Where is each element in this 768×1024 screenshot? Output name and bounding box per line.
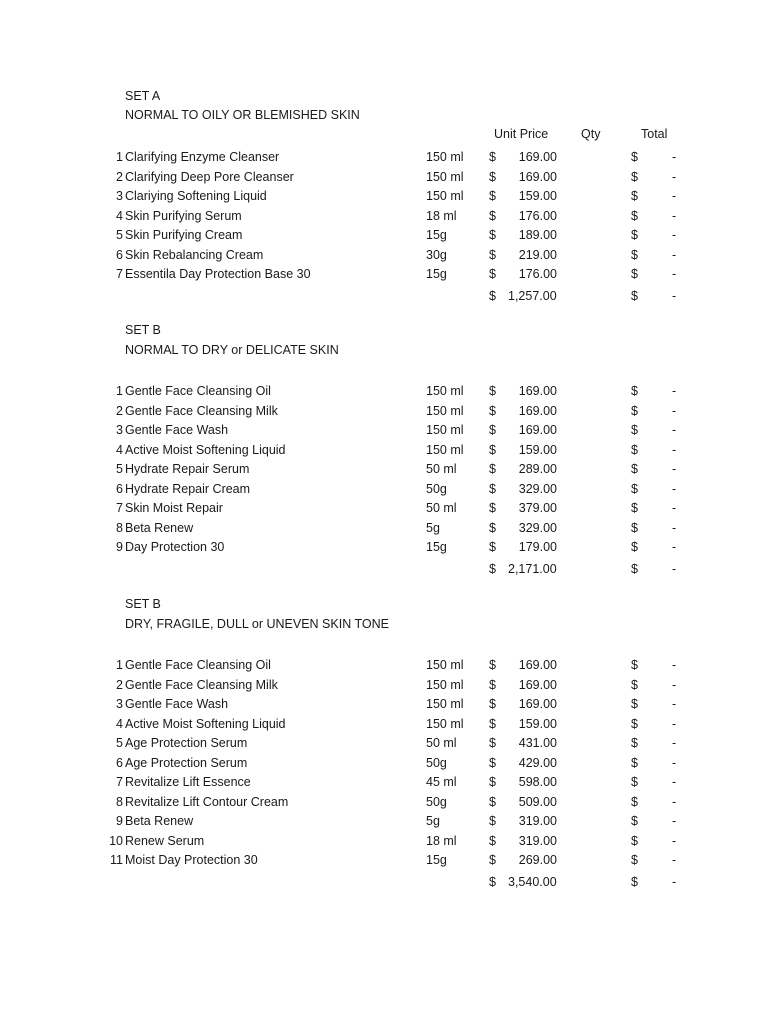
unit-price-currency: $: [489, 794, 496, 809]
product-size: 150 ml: [426, 403, 464, 418]
product-size: 15g: [426, 853, 447, 867]
product-size: 18 ml: [426, 208, 457, 223]
product-name: Hydrate Repair Cream: [125, 481, 251, 496]
product-row: [0, 714, 768, 734]
line-total: -: [672, 658, 677, 672]
item-number: 2: [116, 403, 123, 418]
product-row: [0, 850, 768, 870]
set-title: SET B: [125, 323, 161, 337]
product-row: [0, 381, 768, 401]
product-size: 150 ml: [426, 442, 464, 457]
item-number: 3: [116, 189, 123, 203]
item-number: 6: [116, 247, 123, 262]
line-total: -: [672, 267, 677, 281]
total-currency: $: [631, 267, 638, 281]
product-size: 150 ml: [426, 384, 464, 398]
unit-price-currency: $: [489, 697, 496, 711]
line-total: -: [672, 697, 677, 711]
total-currency: $: [631, 794, 638, 809]
unit-price-currency: $: [489, 247, 496, 262]
total-currency: $: [631, 658, 638, 672]
product-size: 18 ml: [426, 833, 457, 848]
total-currency: $: [631, 736, 638, 750]
header-total: Total: [641, 127, 668, 141]
item-number: 1: [116, 384, 123, 398]
set-total-currency: $: [489, 562, 496, 576]
set-title: SET A: [125, 89, 161, 103]
total-currency: $: [631, 423, 638, 437]
product-row: [0, 655, 768, 675]
set-subtitle: NORMAL TO OILY OR BLEMISHED SKIN: [125, 108, 360, 122]
item-number: 2: [116, 169, 123, 184]
line-total: -: [672, 247, 677, 262]
unit-price-currency: $: [489, 228, 496, 242]
item-number: 7: [116, 775, 123, 789]
total-currency: $: [631, 520, 638, 535]
set-total-currency: $: [489, 875, 496, 889]
item-number: 4: [116, 716, 123, 731]
unit-price-currency: $: [489, 658, 496, 672]
set-total-row: [0, 286, 768, 306]
product-row: [0, 459, 768, 479]
product-size: 5g: [426, 520, 440, 535]
total-currency: $: [631, 208, 638, 223]
unit-price: 429.00: [518, 755, 557, 770]
item-number: 10: [109, 833, 123, 848]
product-size: 150 ml: [426, 697, 464, 711]
item-number: 11: [110, 853, 123, 867]
item-number: 7: [116, 501, 123, 515]
total-currency: $: [631, 540, 638, 554]
grand-total: -: [672, 875, 677, 889]
unit-price-currency: $: [489, 677, 496, 692]
product-name: Active Moist Softening Liquid: [125, 442, 286, 457]
product-name: Skin Purifying Serum: [125, 208, 242, 223]
product-row: [0, 733, 768, 753]
unit-price-currency: $: [489, 540, 496, 554]
product-name: Gentle Face Wash: [125, 423, 229, 437]
product-name: Gentle Face Cleansing Oil: [125, 384, 271, 398]
product-name: Age Protection Serum: [125, 755, 248, 770]
product-name: Beta Renew: [125, 520, 194, 535]
product-row: [0, 245, 768, 265]
line-total: -: [672, 814, 677, 828]
unit-price-currency: $: [489, 755, 496, 770]
line-total: -: [672, 736, 677, 750]
product-name: Revitalize Lift Contour Cream: [125, 794, 289, 809]
unit-price-currency: $: [489, 208, 496, 223]
set-total-price: 3,540.00: [508, 875, 557, 889]
product-row: [0, 420, 768, 440]
unit-price: 159.00: [518, 716, 557, 731]
item-number: 6: [116, 755, 123, 770]
unit-price: 159.00: [518, 442, 557, 457]
product-name: Beta Renew: [125, 814, 194, 828]
line-total: -: [672, 442, 677, 457]
line-total: -: [672, 501, 677, 515]
item-number: 6: [116, 481, 123, 496]
total-currency: $: [631, 442, 638, 457]
item-number: 7: [116, 267, 123, 281]
product-row: [0, 537, 768, 557]
product-size: 15g: [426, 540, 447, 554]
item-number: 3: [116, 697, 123, 711]
total-currency: $: [631, 462, 638, 476]
product-name: Clarifying Deep Pore Cleanser: [125, 169, 294, 184]
item-number: 9: [116, 540, 123, 554]
product-name: Skin Purifying Cream: [125, 228, 243, 242]
unit-price: 169.00: [518, 423, 557, 437]
grand-total-currency: $: [631, 562, 638, 576]
total-currency: $: [631, 150, 638, 164]
product-row: [0, 772, 768, 792]
product-row: [0, 518, 768, 538]
line-total: -: [672, 150, 677, 164]
product-name: Skin Moist Repair: [125, 501, 223, 515]
unit-price-currency: $: [489, 403, 496, 418]
line-total: -: [672, 540, 677, 554]
unit-price-currency: $: [489, 775, 496, 789]
unit-price: 189.00: [518, 228, 557, 242]
set-total-row: [0, 872, 768, 892]
product-name: Gentle Face Cleansing Oil: [125, 658, 271, 672]
product-size: 150 ml: [426, 658, 464, 672]
header-unit-price: Unit Price: [494, 127, 549, 141]
unit-price: 269.00: [518, 853, 557, 867]
unit-price-currency: $: [489, 853, 496, 867]
product-size: 50g: [426, 755, 447, 770]
product-name: Day Protection 30: [125, 540, 225, 554]
product-size: 150 ml: [426, 150, 464, 164]
item-number: 4: [116, 442, 123, 457]
product-size: 150 ml: [426, 169, 464, 184]
item-number: 1: [116, 150, 123, 164]
product-name: Skin Rebalancing Cream: [125, 247, 264, 262]
total-currency: $: [631, 677, 638, 692]
product-row: [0, 675, 768, 695]
product-size: 15g: [426, 267, 447, 281]
item-number: 5: [116, 228, 123, 242]
line-total: -: [672, 833, 677, 848]
product-row: [0, 498, 768, 518]
unit-price: 329.00: [518, 520, 557, 535]
total-currency: $: [631, 755, 638, 770]
unit-price-currency: $: [489, 150, 496, 164]
product-name: Gentle Face Wash: [125, 697, 229, 711]
line-total: -: [672, 481, 677, 496]
total-currency: $: [631, 501, 638, 515]
line-total: -: [672, 462, 677, 476]
column-headers: [0, 127, 768, 147]
unit-price: 169.00: [518, 150, 557, 164]
unit-price: 319.00: [518, 833, 557, 848]
line-total: -: [672, 169, 677, 184]
item-number: 8: [116, 794, 123, 809]
unit-price-currency: $: [489, 736, 496, 750]
product-name: Hydrate Repair Serum: [125, 462, 250, 476]
product-name: Age Protection Serum: [125, 736, 248, 750]
product-row: [0, 264, 768, 284]
grand-total: -: [672, 562, 677, 576]
item-number: 1: [116, 658, 123, 672]
unit-price: 169.00: [518, 403, 557, 418]
grand-total-currency: $: [631, 875, 638, 889]
product-name: Revitalize Lift Essence: [125, 775, 251, 789]
product-size: 150 ml: [426, 423, 464, 437]
line-total: -: [672, 853, 677, 867]
product-row: [0, 753, 768, 773]
product-name: Gentle Face Cleansing Milk: [125, 403, 278, 418]
line-total: -: [672, 520, 677, 535]
product-row: [0, 206, 768, 226]
set-subtitle: DRY, FRAGILE, DULL or UNEVEN SKIN TONE: [125, 617, 389, 631]
item-number: 4: [116, 208, 123, 223]
set-total-price: 1,257.00: [508, 289, 557, 303]
item-number: 9: [116, 814, 123, 828]
product-row: [0, 440, 768, 460]
set-total-price: 2,171.00: [508, 562, 557, 576]
line-total: -: [672, 677, 677, 692]
unit-price-currency: $: [489, 814, 496, 828]
set-total-currency: $: [489, 289, 496, 303]
product-row: [0, 167, 768, 187]
item-number: 3: [116, 423, 123, 437]
unit-price: 169.00: [518, 677, 557, 692]
product-row: [0, 694, 768, 714]
unit-price: 169.00: [518, 658, 557, 672]
line-total: -: [672, 189, 677, 203]
line-total: -: [672, 403, 677, 418]
unit-price: 179.00: [518, 540, 557, 554]
unit-price: 289.00: [518, 462, 557, 476]
total-currency: $: [631, 189, 638, 203]
unit-price-currency: $: [489, 169, 496, 184]
product-row: [0, 811, 768, 831]
unit-price: 598.00: [518, 775, 557, 789]
product-size: 150 ml: [426, 677, 464, 692]
product-row: [0, 479, 768, 499]
line-total: -: [672, 384, 677, 398]
total-currency: $: [631, 403, 638, 418]
line-total: -: [672, 208, 677, 223]
product-size: 50g: [426, 794, 447, 809]
total-currency: $: [631, 384, 638, 398]
line-total: -: [672, 716, 677, 731]
product-name: Clariying Softening Liquid: [125, 189, 267, 203]
item-number: 5: [116, 462, 123, 476]
product-size: 50 ml: [426, 736, 457, 750]
product-size: 45 ml: [426, 775, 457, 789]
unit-price: 169.00: [518, 169, 557, 184]
product-size: 150 ml: [426, 189, 464, 203]
product-row: [0, 147, 768, 167]
total-currency: $: [631, 697, 638, 711]
line-total: -: [672, 423, 677, 437]
unit-price: 431.00: [518, 736, 557, 750]
unit-price: 159.00: [518, 189, 557, 203]
product-name: Essentila Day Protection Base 30: [125, 267, 311, 281]
product-size: 50 ml: [426, 501, 457, 515]
product-row: [0, 225, 768, 245]
unit-price-currency: $: [489, 423, 496, 437]
unit-price: 509.00: [518, 794, 557, 809]
unit-price-currency: $: [489, 189, 496, 203]
unit-price-currency: $: [489, 462, 496, 476]
product-size: 30g: [426, 247, 447, 262]
total-currency: $: [631, 169, 638, 184]
line-total: -: [672, 755, 677, 770]
unit-price: 319.00: [518, 814, 557, 828]
total-currency: $: [631, 853, 638, 867]
unit-price-currency: $: [489, 384, 496, 398]
item-number: 5: [116, 736, 123, 750]
product-size: 15g: [426, 228, 447, 242]
grand-total-currency: $: [631, 289, 638, 303]
product-name: Gentle Face Cleansing Milk: [125, 677, 278, 692]
set-total-row: [0, 559, 768, 579]
total-currency: $: [631, 716, 638, 731]
unit-price-currency: $: [489, 501, 496, 515]
product-name: Active Moist Softening Liquid: [125, 716, 286, 731]
unit-price-currency: $: [489, 481, 496, 496]
line-total: -: [672, 228, 677, 242]
product-size: 50g: [426, 481, 447, 496]
unit-price: 176.00: [518, 208, 557, 223]
product-size: 50 ml: [426, 462, 457, 476]
unit-price-currency: $: [489, 442, 496, 457]
unit-price-currency: $: [489, 267, 496, 281]
product-name: Clarifying Enzyme Cleanser: [125, 150, 280, 164]
unit-price: 169.00: [518, 384, 557, 398]
unit-price-currency: $: [489, 833, 496, 848]
unit-price-currency: $: [489, 716, 496, 731]
total-currency: $: [631, 833, 638, 848]
product-size: 5g: [426, 814, 440, 828]
product-row: [0, 186, 768, 206]
set-title: SET B: [125, 597, 161, 611]
total-currency: $: [631, 481, 638, 496]
unit-price: 219.00: [518, 247, 557, 262]
product-row: [0, 792, 768, 812]
set-subtitle: NORMAL TO DRY or DELICATE SKIN: [125, 343, 339, 357]
product-name: Renew Serum: [125, 833, 205, 848]
grand-total: -: [672, 289, 677, 303]
unit-price: 329.00: [518, 481, 557, 496]
item-number: 2: [116, 677, 123, 692]
unit-price: 379.00: [518, 501, 557, 515]
total-currency: $: [631, 247, 638, 262]
unit-price: 176.00: [518, 267, 557, 281]
product-size: 150 ml: [426, 716, 464, 731]
item-number: 8: [116, 520, 123, 535]
header-qty: Qty: [581, 127, 601, 141]
product-row: [0, 401, 768, 421]
unit-price: 169.00: [518, 697, 557, 711]
unit-price-currency: $: [489, 520, 496, 535]
total-currency: $: [631, 775, 638, 789]
total-currency: $: [631, 814, 638, 828]
product-row: [0, 831, 768, 851]
product-name: Moist Day Protection 30: [125, 853, 258, 867]
line-total: -: [672, 775, 677, 789]
line-total: -: [672, 794, 677, 809]
total-currency: $: [631, 228, 638, 242]
